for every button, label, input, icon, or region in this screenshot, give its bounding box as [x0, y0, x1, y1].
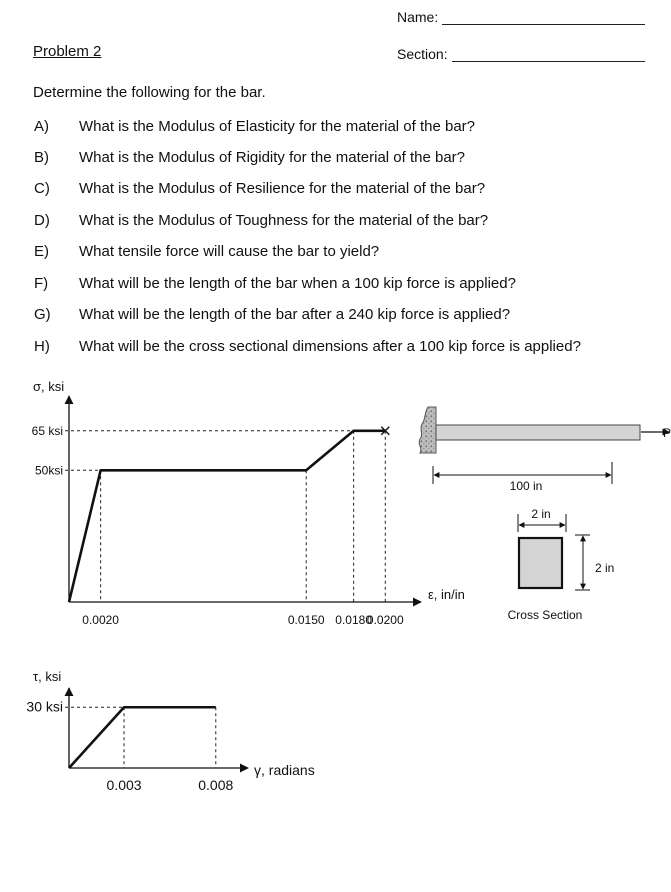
- question-text: What will be the length of the bar after a 240 kip force is applied?: [79, 306, 511, 323]
- question-letter: G): [34, 306, 51, 323]
- y-tick-label: 30 ksi: [26, 698, 63, 715]
- x-tick-label: 0.0180: [335, 613, 373, 627]
- x-axis-label: ε, in/in: [428, 587, 465, 602]
- question-text: What will be the length of the bar when a 100 kip force is applied?: [79, 275, 516, 292]
- y-tick-label: 65 ksi: [31, 423, 63, 438]
- question-letter: H): [34, 338, 50, 355]
- cross-section-label: Cross Section: [507, 608, 583, 622]
- question-text: What is the Modulus of Elasticity for the material of the bar?: [79, 118, 476, 135]
- shear-curve: [69, 707, 216, 768]
- x-tick-label: 0.008: [198, 777, 234, 793]
- stress-strain-chart: [32, 379, 465, 627]
- y-axis-label: σ, ksi: [33, 379, 65, 394]
- x-tick-label: 0.0200: [366, 613, 404, 627]
- stress-strain-curve: [69, 431, 385, 602]
- section-label: Section:: [397, 46, 448, 62]
- tau-axis-label: τ, ksi: [33, 669, 62, 684]
- problem-title: Problem 2: [33, 43, 102, 60]
- question-text: What will be the cross sectional dimensions after a 100 kip force is applied?: [79, 338, 581, 355]
- bar-body: [436, 425, 640, 440]
- shear-strain-chart: [26, 669, 314, 793]
- fixed-wall-support: [419, 407, 436, 453]
- x-tick-label: 0.003: [106, 777, 142, 793]
- question-text: What is the Modulus of Rigidity for the material of the bar?: [79, 149, 466, 166]
- question-letter: E): [34, 243, 49, 260]
- length-label: 100 in: [509, 479, 543, 493]
- question-letter: D): [34, 212, 50, 229]
- height-label: 2 in: [595, 561, 615, 575]
- guide-lines: [65, 431, 385, 602]
- name-label: Name:: [397, 9, 439, 25]
- load-label: P: [662, 426, 671, 440]
- x-tick-label: 0.0020: [82, 613, 119, 627]
- width-label: 2 in: [531, 507, 551, 521]
- gamma-axis-label: γ, radians: [254, 762, 315, 778]
- intro-text: Determine the following for the bar.: [33, 84, 266, 101]
- tick-labels: [26, 698, 233, 793]
- x-tick-label: 0.0150: [287, 613, 325, 627]
- question-text: What is the Modulus of Toughness for the material of the bar?: [79, 212, 489, 229]
- question-text: What tensile force will cause the bar to yield?: [79, 243, 380, 260]
- question-text: What is the Modulus of Resilience for the material of the bar?: [79, 180, 486, 197]
- y-tick-label: 50ksi: [34, 463, 63, 478]
- cross-section-square: [519, 538, 562, 588]
- question-letter: C): [34, 180, 50, 197]
- guide-lines: [65, 707, 216, 768]
- question-letter: A): [34, 118, 49, 135]
- question-letter: B): [34, 149, 49, 166]
- question-letter: F): [34, 275, 49, 292]
